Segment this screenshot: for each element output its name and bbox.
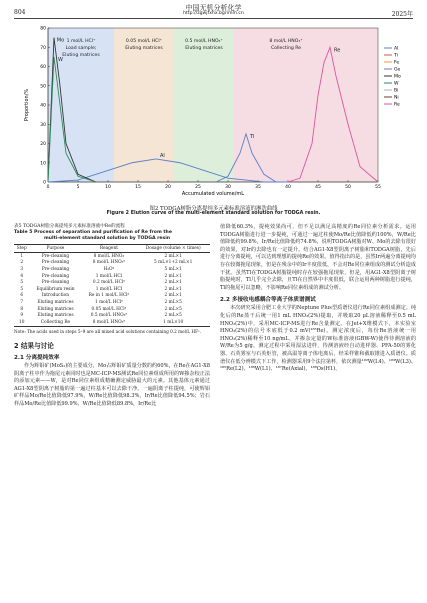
table-cell: 0.5 mol/L HNO₃ᵃ	[90, 313, 128, 319]
table-cell: 2 mL×5	[164, 299, 182, 305]
table-row	[14, 306, 210, 313]
table-cell: 3	[20, 266, 24, 272]
table-cell: 9	[20, 313, 24, 319]
table-cell: 8 mol/L HNO₃ᵃ	[92, 260, 126, 266]
table-cell: 1 mol/L HCl	[95, 286, 123, 292]
table-caption	[14, 224, 210, 242]
paragraph: 作为辉钼矿(MoS₂)的主要成分，Mo占辉钼矿质量分数的约60%，在Re在AG1-X8阴离子柱中作为拖尾元素同时也是MC-ICP-MS测试Re同位素组成所用的W掺杂校正法的添加元素——W，是对Re同位素组成精确测定威胁最大的元素。其他基体元素通过AG1-X8型阴离子树脂的第一遍过柱基本可以去除干净。一遍阴离子柱提纯，可使辉钼矿样品Mo/Re比值降低97.9%，W/Re比值降低98.3%，Ir/Re比值降低94.5%；岩石样品Mo/Re比值降低99.9%，W/Re比值降低89.8%，Ir/Re比	[14, 363, 210, 407]
table-header-cell: Purpose	[29, 245, 81, 253]
table-cell: 5 mL×1	[164, 266, 182, 272]
paragraph: 本次研究采用合肥工业大学的Neptune Plus型质谱仪进行Re同位素组成测定。纯化后的Re蒸干后统一用1 mL HNO₃(2%)提取，并吸取20 μL溶液稀释至0.5 mL HNO₃(2%)中，采用MC-ICP-MS进行Re含量测定。在Jet+X维模式下，本实验室HNO₃(2%)的信号本底低于0.2 mV(¹⁸⁵Re)。测定浓度后，每份Re溶液统一用HNO₃(2%)稀释至10 ng/mL，并掺杂定量的W标准溶液(GBW-W)使得待测溶液的W/Re为5 g/g。测定过程中采用湿法进样，待测溶液经自动进样器、PFA-50的雾化器、石英雾室与石英炬管，被高温等离子体电离后，经采样锥和截取锥进入质谱仪。质谱仪在低分辨模式下工作，检测器采用9个法拉第杯，依次测量¹⁸²W(L4)、¹⁸³W(L3)、¹⁸⁵Re(L2)、¹⁸⁶W(L1)、¹⁸⁷Re(Axial)、¹⁸⁸Os(H1)、	[220, 305, 416, 373]
x-tick-label: 45	[315, 185, 321, 190]
subsection-title: 2.1 分离提纯效率	[14, 355, 60, 362]
y-tick-label: 10	[40, 161, 46, 167]
y-tick-label: 80	[40, 26, 46, 32]
table-cell: 7	[20, 299, 24, 305]
legend-label: Bi	[394, 88, 399, 94]
table-header-cell: Step	[14, 245, 29, 253]
series-annotation: Mo	[56, 37, 65, 44]
table-cell: 2 mL×1	[164, 280, 182, 286]
table-cell: Pre-cleaning	[41, 266, 70, 272]
subsection-title: 2.2 多接收电感耦合等离子体质谱测试	[220, 297, 316, 304]
elution-curve-chart	[18, 22, 416, 202]
region-label: Eluting matrices	[185, 46, 223, 51]
x-tick-label: 55	[375, 185, 381, 190]
table-cell: Pre-cleaning	[41, 273, 70, 279]
year: 2025年	[391, 11, 413, 18]
journal-title: 中国无机分析化学	[185, 4, 242, 12]
table-row	[14, 266, 210, 273]
table-row	[14, 319, 210, 326]
table-cell: Re in 1 mol/L HClᵃ	[88, 293, 130, 299]
x-tick-label: 30	[225, 185, 231, 190]
table-row	[14, 299, 210, 306]
table-header-cell: Dosage (volume × times)	[136, 245, 210, 253]
journal-url: http://zgwjfxhx.bgrimm.cn	[183, 11, 244, 16]
region-band	[174, 28, 234, 182]
table-cell: Pre-cleaning	[41, 253, 70, 259]
table-cell: 0.05 mol/L HClᵃ	[91, 306, 127, 312]
table-cell: 2	[20, 260, 24, 266]
region-label: Load sample;	[65, 46, 97, 51]
table-note: Note: The acids used in steps 5–9 are all mixed acid solutions containing 0.2 mol/L HFᵃ.	[14, 328, 201, 334]
x-tick-label: 5	[76, 185, 80, 190]
region-label: Eluting matrices	[62, 53, 100, 58]
table-cell: 2 mL×1	[164, 253, 182, 259]
legend-label: Al	[394, 46, 399, 52]
table-cell: 2 mL×5	[164, 306, 182, 312]
x-tick-label: 40	[285, 185, 291, 190]
figure-caption-cn: 图2 TODGA树脂分离提纯多元素标准溶液的淋洗曲线	[149, 206, 278, 212]
table-cell: 8	[20, 306, 24, 312]
table-row	[14, 312, 210, 319]
table-cell: 8 mol/L HNO₃ᵃ	[81, 319, 136, 326]
table-cell: 10	[14, 319, 29, 326]
table-cell: Eluting matrices	[37, 313, 74, 319]
table-cell: 1 mL×10	[136, 319, 210, 326]
table-caption-en-2: multi-element standard solution by TODGA resin	[44, 236, 171, 241]
table-cell: Introduction	[41, 293, 70, 299]
table-5	[14, 244, 210, 327]
table-cell: 2 mL×1	[164, 293, 182, 299]
legend-label: Mo	[394, 74, 401, 80]
series-annotation: Re	[334, 47, 341, 54]
table-row	[14, 260, 210, 267]
table-row	[14, 293, 210, 300]
table-cell: Eluting matrices	[37, 299, 74, 305]
x-tick-label: 20	[165, 185, 171, 190]
region-label: 0.05 mol/L HCl⁺	[125, 39, 163, 44]
series-annotation: Al	[160, 152, 165, 159]
legend-label: Ni	[394, 95, 399, 101]
x-tick-label: 25	[195, 185, 201, 190]
x-tick-label: 10	[105, 185, 111, 190]
region-label: Collecting Re	[270, 46, 302, 51]
header-rule	[14, 18, 413, 19]
table-cell: 5 mL×1+2 mL×1	[154, 260, 193, 266]
y-axis-label: Proportion/%	[24, 88, 30, 122]
y-tick-label: 60	[40, 65, 46, 71]
section-title: 2 结果与讨论	[14, 342, 54, 351]
table-cell: 1	[20, 253, 24, 259]
legend-label: Ge	[394, 67, 401, 73]
table-row	[14, 279, 210, 286]
table-cell: 2 mL×1	[164, 273, 182, 279]
y-tick-label: 0	[43, 180, 46, 186]
table-cell: 8 mol/L HNO₃	[93, 253, 125, 259]
table-row	[14, 286, 210, 293]
region-label: 8 mol/L HNO₃⁺	[269, 39, 303, 44]
table-cell: 5	[20, 286, 24, 292]
table-cell: 2 mL×1	[164, 286, 182, 292]
x-tick-label: 0	[46, 185, 50, 190]
table-cell: Pre-cleaning	[41, 260, 70, 266]
region-label: 0.5 mol/L HNO₃⁺	[185, 39, 223, 44]
table-cell: 2 mL×5	[164, 313, 182, 319]
table-header-cell: Reagent	[81, 245, 136, 253]
figure-caption-en: Figure 2 Elution curve of the multi-element standard solution for TODGA resin.	[106, 211, 321, 216]
x-tick-label: 50	[345, 185, 351, 190]
series-annotation: W	[58, 56, 63, 63]
table-cell: 5	[20, 280, 24, 286]
table-cell: 0.2 mol/L HClᵃ	[92, 280, 125, 286]
y-tick-label: 70	[40, 45, 46, 51]
left-column	[14, 224, 210, 409]
legend-label: Fe	[394, 60, 400, 66]
page-number: 804	[14, 9, 26, 16]
table-cell: 6	[20, 293, 24, 299]
table-cell: 1 mol/L HClᵃ	[94, 299, 123, 305]
region-band	[114, 28, 174, 182]
y-tick-label: 40	[40, 103, 46, 109]
table-cell: Eluting matrices	[37, 306, 74, 312]
table-cell: 1 mol/L HCl	[95, 273, 123, 279]
x-axis-label: Accumulated volume/mL	[181, 191, 245, 197]
y-tick-label: 30	[40, 122, 46, 128]
region-label: Eluting matrices	[125, 46, 163, 51]
right-column	[220, 224, 416, 374]
legend-label: W	[394, 81, 399, 87]
table-cell: 4	[20, 273, 24, 279]
legend-label: Re	[394, 102, 400, 108]
table-cell: H₂Oᵃ	[103, 266, 115, 272]
table-cell: Equilibrium resin	[36, 286, 75, 292]
y-tick-label: 50	[40, 84, 46, 90]
table-cell: Pre-cleaning	[41, 280, 70, 286]
table-row	[14, 253, 210, 260]
table-cell: Collecting Re	[29, 319, 81, 326]
table-row	[14, 273, 210, 280]
series-annotation: Tl	[250, 133, 255, 140]
table-caption-cn: 表5 TODGA树脂分离提纯多元素标准溶液中Re的流程	[14, 224, 125, 229]
region-label: 1 mol/L HCl⁺	[66, 39, 96, 44]
paragraph: 值降低60.3%，提纯效果尚可，但不足以满足高精度的Re同位素分析需求。运用TODGA树脂进行进一步提纯，可通过一遍过柱使Mo/Re比值降低约100%，W/Re比值降低约99.8%，Ir/Re比值降低约74.8%，说明TODGA树脂对W、Mo的去除有很好的效果，对Ir的去除也有一定提升。结合AG1-X8型阴离子树脂和TODGA树脂，先后进行分离提纯，可以达到理想的提纯Re的效果。值得指出的是，虽然Ir两遍分离提纯均存在较微拖尾现象，但是在残余中的Ir丰度很低，不会对Re同位素组成的测试分析造成干扰。虽然Tl在TODGA树脂提纯时存在较强拖尾现象，但是，用AG1-X8型阴离子树脂提纯时，Tl几乎完全去除，且Tl在自然界中丰度很低，联合运用两种树脂进行提纯，Tl的拖尾可以忽略，不影响Re同位素组成的测试分析。	[220, 224, 416, 291]
page-header	[0, 0, 427, 22]
legend-label: Ti	[394, 53, 398, 59]
y-tick-label: 20	[40, 142, 46, 148]
x-tick-label: 15	[135, 185, 141, 190]
table-caption-en-1: Table 5 Process of separation and purification of Re from the	[14, 230, 172, 235]
region-band	[48, 28, 114, 182]
x-tick-label: 35	[255, 185, 261, 190]
